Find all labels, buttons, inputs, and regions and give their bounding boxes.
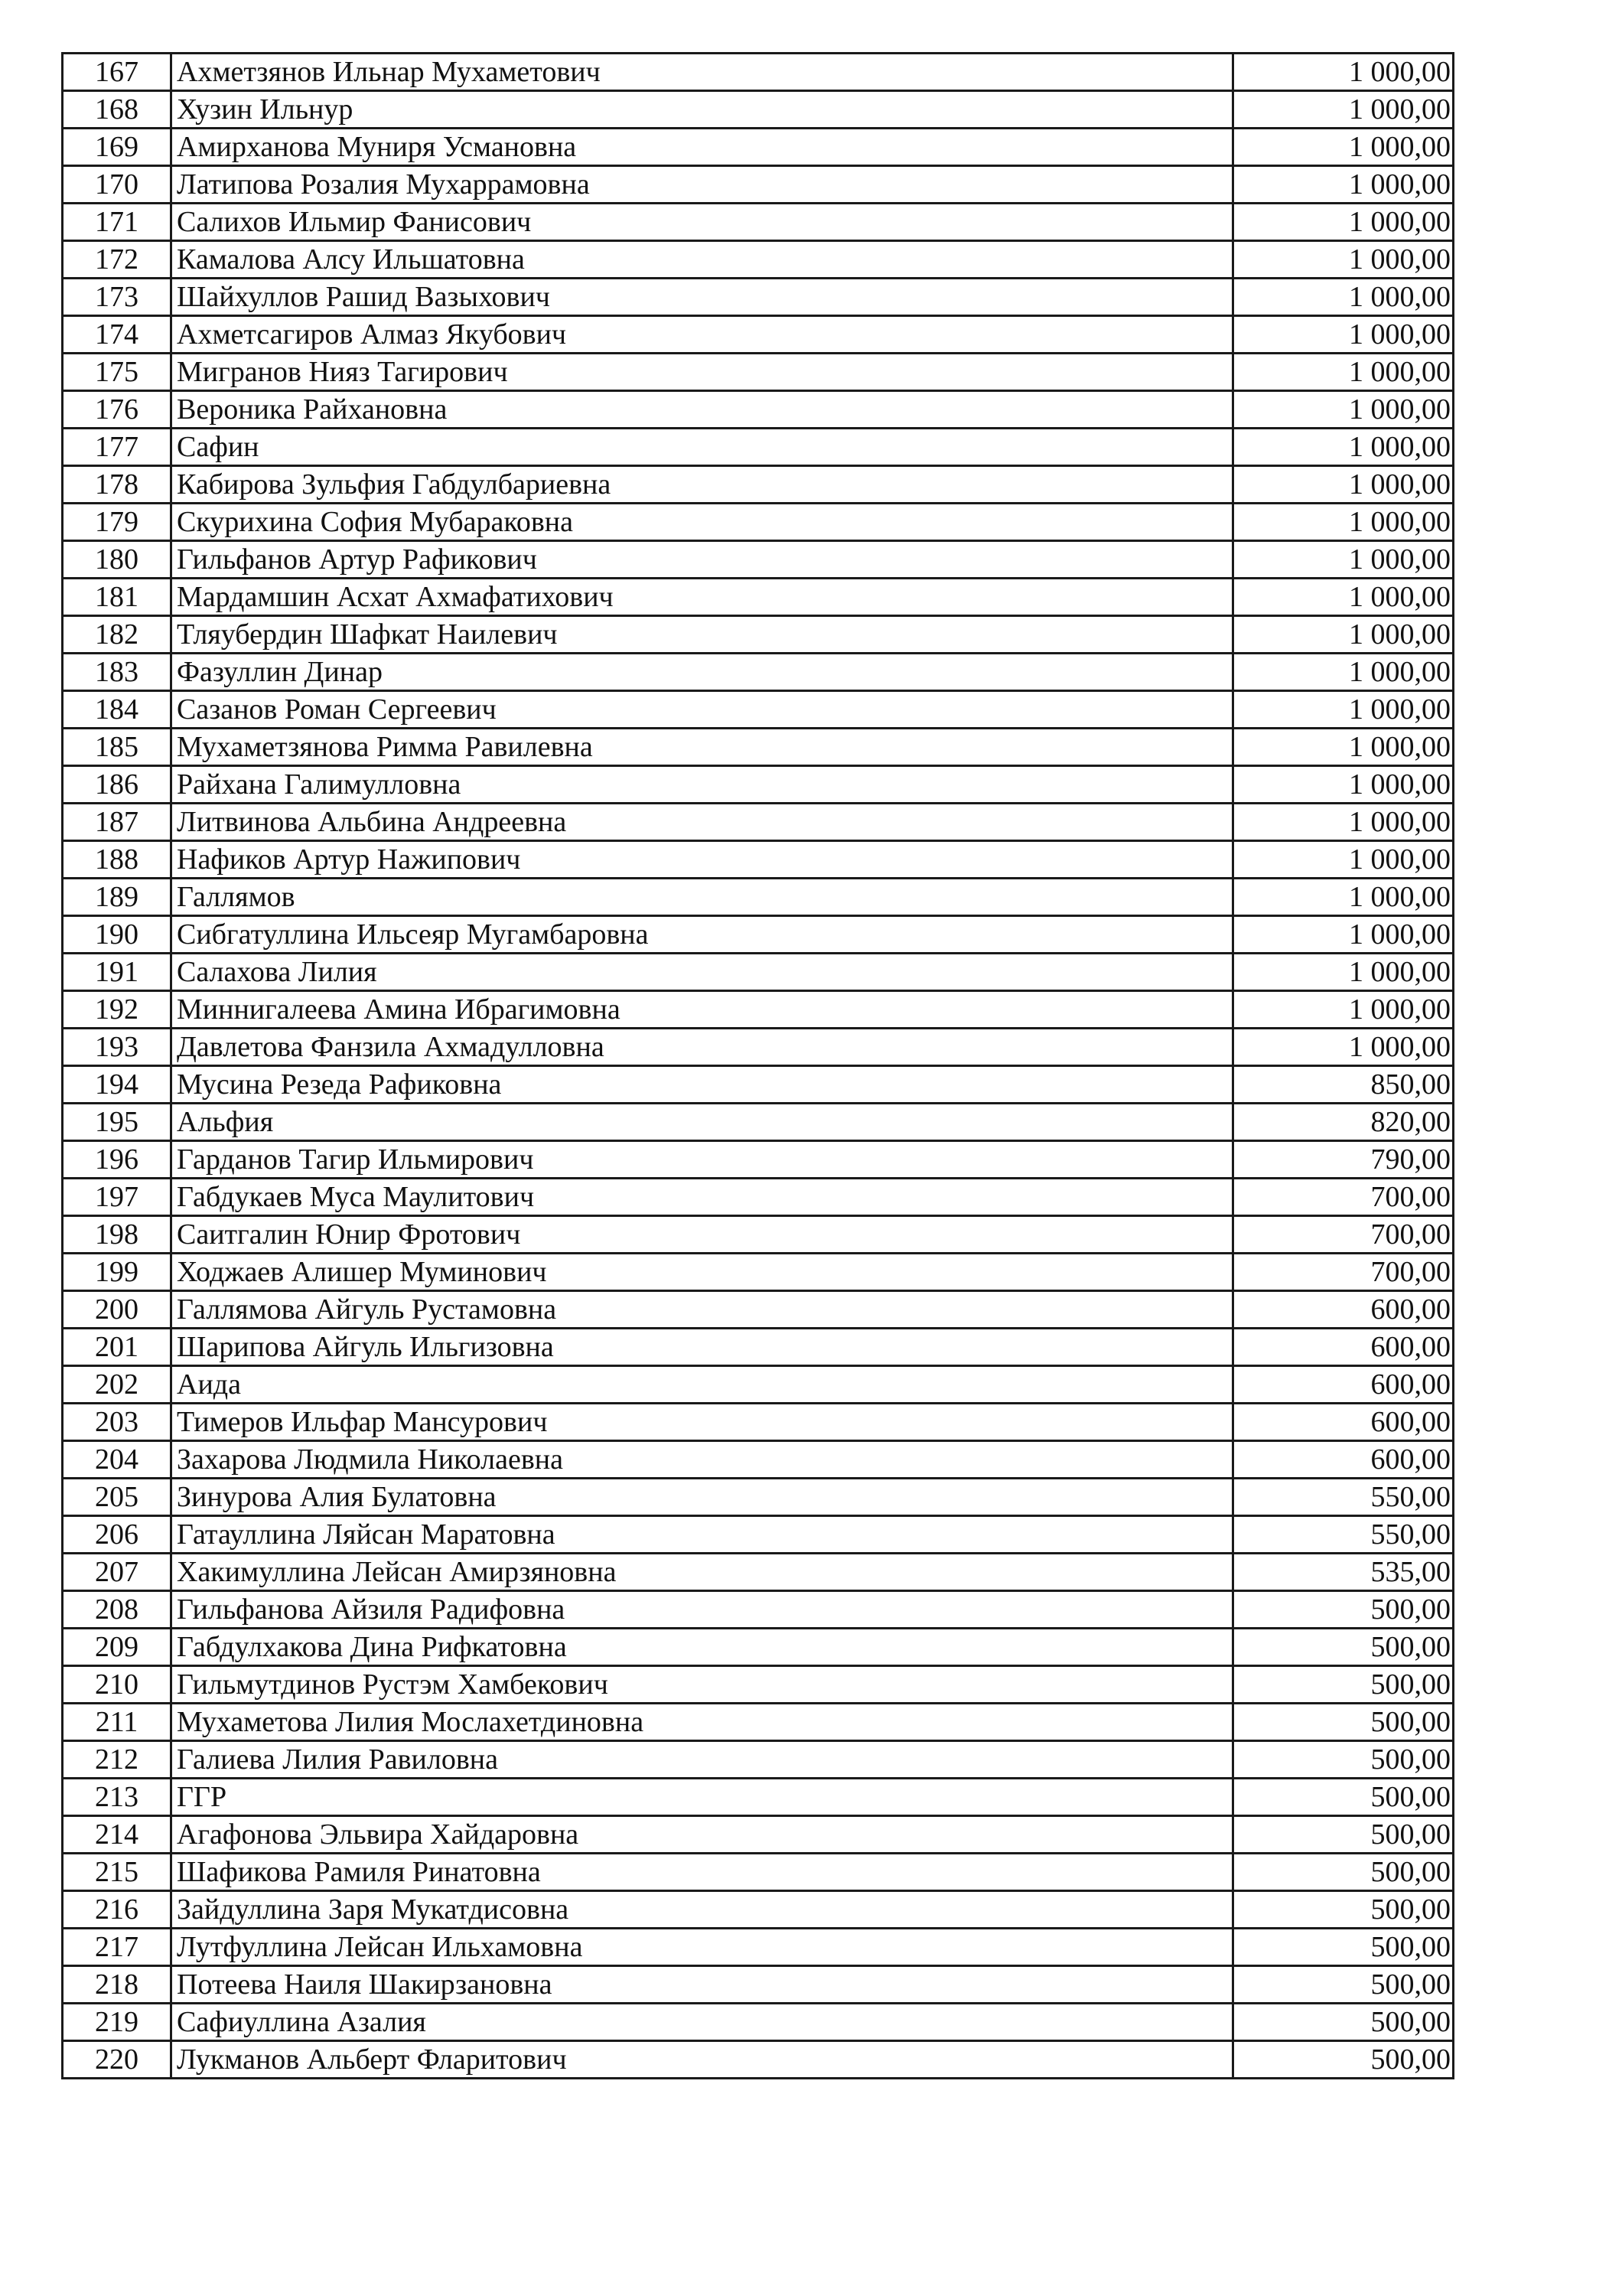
donation-amount: 1 000,00 bbox=[1233, 504, 1454, 541]
row-number: 211 bbox=[63, 1704, 171, 1741]
donation-amount: 500,00 bbox=[1233, 1891, 1454, 1929]
row-number: 219 bbox=[63, 2004, 171, 2041]
donation-amount: 500,00 bbox=[1233, 1591, 1454, 1629]
donation-amount: 500,00 bbox=[1233, 2004, 1454, 2041]
row-number: 205 bbox=[63, 1479, 171, 1516]
row-number: 185 bbox=[63, 729, 171, 766]
donor-name: Гильфанова Айзиля Радифовна bbox=[171, 1591, 1233, 1629]
table-row bbox=[63, 766, 1454, 804]
row-number: 191 bbox=[63, 954, 171, 991]
donation-amount: 500,00 bbox=[1233, 1741, 1454, 1779]
donor-name: Шафикова Рамиля Ринатовна bbox=[171, 1854, 1233, 1891]
table-row bbox=[63, 354, 1454, 391]
donation-amount: 535,00 bbox=[1233, 1554, 1454, 1591]
row-number: 214 bbox=[63, 1816, 171, 1854]
table-row bbox=[63, 279, 1454, 316]
donor-name: Салихов Ильмир Фанисович bbox=[171, 204, 1233, 241]
donor-name: Мусина Резеда Рафиковна bbox=[171, 1066, 1233, 1104]
row-number: 187 bbox=[63, 804, 171, 841]
table-row bbox=[63, 504, 1454, 541]
row-number: 202 bbox=[63, 1366, 171, 1404]
table-row bbox=[63, 1066, 1454, 1104]
donation-amount: 1 000,00 bbox=[1233, 616, 1454, 654]
donation-amount: 500,00 bbox=[1233, 1966, 1454, 2004]
donation-amount: 500,00 bbox=[1233, 1704, 1454, 1741]
row-number: 173 bbox=[63, 279, 171, 316]
table-row bbox=[63, 804, 1454, 841]
donation-amount: 500,00 bbox=[1233, 1779, 1454, 1816]
donation-amount: 850,00 bbox=[1233, 1066, 1454, 1104]
donation-amount: 1 000,00 bbox=[1233, 54, 1454, 91]
table-row bbox=[63, 2004, 1454, 2041]
row-number: 215 bbox=[63, 1854, 171, 1891]
row-number: 186 bbox=[63, 766, 171, 804]
table-row bbox=[63, 654, 1454, 691]
donor-name: Шарипова Айгуль Ильгизовна bbox=[171, 1329, 1233, 1366]
table-row bbox=[63, 579, 1454, 616]
donation-amount: 1 000,00 bbox=[1233, 166, 1454, 204]
donor-name: Хакимуллина Лейсан Амирзяновна bbox=[171, 1554, 1233, 1591]
row-number: 169 bbox=[63, 129, 171, 166]
donor-name: Шайхуллов Рашид Вазыхович bbox=[171, 279, 1233, 316]
donor-name: Габдукаев Муса Маулитович bbox=[171, 1179, 1233, 1216]
donor-name: Фазуллин Динар bbox=[171, 654, 1233, 691]
row-number: 206 bbox=[63, 1516, 171, 1554]
donation-amount: 1 000,00 bbox=[1233, 916, 1454, 954]
donor-name: Салахова Лилия bbox=[171, 954, 1233, 991]
table-row bbox=[63, 1479, 1454, 1516]
table-row bbox=[63, 1029, 1454, 1066]
row-number: 196 bbox=[63, 1141, 171, 1179]
donation-amount: 600,00 bbox=[1233, 1291, 1454, 1329]
table-row bbox=[63, 204, 1454, 241]
donation-amount: 1 000,00 bbox=[1233, 879, 1454, 916]
table-row bbox=[63, 391, 1454, 429]
donation-amount: 500,00 bbox=[1233, 1666, 1454, 1704]
donation-amount: 500,00 bbox=[1233, 1854, 1454, 1891]
table-row bbox=[63, 1816, 1454, 1854]
donor-name: Зинурова Алия Булатовна bbox=[171, 1479, 1233, 1516]
row-number: 190 bbox=[63, 916, 171, 954]
table-row bbox=[63, 1141, 1454, 1179]
row-number: 204 bbox=[63, 1441, 171, 1479]
donor-name: Райхана Галимулловна bbox=[171, 766, 1233, 804]
row-number: 175 bbox=[63, 354, 171, 391]
donation-amount: 1 000,00 bbox=[1233, 129, 1454, 166]
row-number: 171 bbox=[63, 204, 171, 241]
table-row bbox=[63, 2041, 1454, 2079]
table-row bbox=[63, 916, 1454, 954]
row-number: 218 bbox=[63, 1966, 171, 2004]
donations-table bbox=[61, 52, 1454, 2079]
row-number: 178 bbox=[63, 466, 171, 504]
row-number: 197 bbox=[63, 1179, 171, 1216]
donation-amount: 500,00 bbox=[1233, 1629, 1454, 1666]
table-row bbox=[63, 1929, 1454, 1966]
table-row bbox=[63, 316, 1454, 354]
donor-name: Вероника Райхановна bbox=[171, 391, 1233, 429]
table-row bbox=[63, 1216, 1454, 1254]
donor-name: Галлямов bbox=[171, 879, 1233, 916]
donor-name: Сафиуллина Азалия bbox=[171, 2004, 1233, 2041]
donation-amount: 600,00 bbox=[1233, 1404, 1454, 1441]
donor-name: Альфия bbox=[171, 1104, 1233, 1141]
donation-amount: 1 000,00 bbox=[1233, 766, 1454, 804]
row-number: 177 bbox=[63, 429, 171, 466]
table-row bbox=[63, 241, 1454, 279]
donor-name: Мигранов Нияз Тагирович bbox=[171, 354, 1233, 391]
donation-amount: 1 000,00 bbox=[1233, 691, 1454, 729]
donation-amount: 1 000,00 bbox=[1233, 541, 1454, 579]
row-number: 210 bbox=[63, 1666, 171, 1704]
donor-name: Зайдуллина Заря Мукатдисовна bbox=[171, 1891, 1233, 1929]
donation-amount: 550,00 bbox=[1233, 1479, 1454, 1516]
donor-name: Латипова Розалия Мухаррамовна bbox=[171, 166, 1233, 204]
table-row bbox=[63, 954, 1454, 991]
donor-name: Лукманов Альберт Фларитович bbox=[171, 2041, 1233, 2079]
table-row bbox=[63, 1966, 1454, 2004]
row-number: 188 bbox=[63, 841, 171, 879]
document-page bbox=[61, 52, 1452, 2079]
donor-name: Ахметсагиров Алмаз Якубович bbox=[171, 316, 1233, 354]
row-number: 194 bbox=[63, 1066, 171, 1104]
table-row bbox=[63, 1704, 1454, 1741]
row-number: 168 bbox=[63, 91, 171, 129]
table-row bbox=[63, 879, 1454, 916]
row-number: 176 bbox=[63, 391, 171, 429]
donation-amount: 820,00 bbox=[1233, 1104, 1454, 1141]
donation-amount: 1 000,00 bbox=[1233, 354, 1454, 391]
table-row bbox=[63, 1629, 1454, 1666]
donor-name: Гильмутдинов Рустэм Хамбекович bbox=[171, 1666, 1233, 1704]
donor-name: Гильфанов Артур Рафикович bbox=[171, 541, 1233, 579]
row-number: 184 bbox=[63, 691, 171, 729]
table-row bbox=[63, 1554, 1454, 1591]
donor-name: Нафиков Артур Нажипович bbox=[171, 841, 1233, 879]
row-number: 209 bbox=[63, 1629, 171, 1666]
row-number: 189 bbox=[63, 879, 171, 916]
table-row bbox=[63, 429, 1454, 466]
donation-amount: 500,00 bbox=[1233, 1816, 1454, 1854]
row-number: 207 bbox=[63, 1554, 171, 1591]
donation-amount: 500,00 bbox=[1233, 1929, 1454, 1966]
table-row bbox=[63, 166, 1454, 204]
donor-name: Кабирова Зульфия Габдулбариевна bbox=[171, 466, 1233, 504]
donor-name: Мухаметзянова Римма Равилевна bbox=[171, 729, 1233, 766]
row-number: 201 bbox=[63, 1329, 171, 1366]
donation-amount: 500,00 bbox=[1233, 2041, 1454, 2079]
row-number: 192 bbox=[63, 991, 171, 1029]
donor-name: Мардамшин Асхат Ахмафатихович bbox=[171, 579, 1233, 616]
donation-amount: 1 000,00 bbox=[1233, 279, 1454, 316]
donor-name: Сазанов Роман Сергеевич bbox=[171, 691, 1233, 729]
donation-amount: 1 000,00 bbox=[1233, 804, 1454, 841]
donor-name: Ахметзянов Ильнар Мухаметович bbox=[171, 54, 1233, 91]
donation-amount: 1 000,00 bbox=[1233, 204, 1454, 241]
table-row bbox=[63, 1366, 1454, 1404]
donation-amount: 1 000,00 bbox=[1233, 391, 1454, 429]
row-number: 181 bbox=[63, 579, 171, 616]
donation-amount: 700,00 bbox=[1233, 1216, 1454, 1254]
donation-amount: 1 000,00 bbox=[1233, 241, 1454, 279]
row-number: 172 bbox=[63, 241, 171, 279]
donation-amount: 550,00 bbox=[1233, 1516, 1454, 1554]
donor-name: Захарова Людмила Николаевна bbox=[171, 1441, 1233, 1479]
donor-name: Ходжаев Алишер Муминович bbox=[171, 1254, 1233, 1291]
donor-name: Давлетова Фанзила Ахмадулловна bbox=[171, 1029, 1233, 1066]
row-number: 180 bbox=[63, 541, 171, 579]
table-row bbox=[63, 1891, 1454, 1929]
donation-amount: 1 000,00 bbox=[1233, 954, 1454, 991]
row-number: 183 bbox=[63, 654, 171, 691]
donation-amount: 790,00 bbox=[1233, 1141, 1454, 1179]
row-number: 174 bbox=[63, 316, 171, 354]
table-row bbox=[63, 91, 1454, 129]
row-number: 200 bbox=[63, 1291, 171, 1329]
row-number: 167 bbox=[63, 54, 171, 91]
donation-amount: 1 000,00 bbox=[1233, 654, 1454, 691]
row-number: 179 bbox=[63, 504, 171, 541]
row-number: 212 bbox=[63, 1741, 171, 1779]
donor-name: Гатауллина Ляйсан Маратовна bbox=[171, 1516, 1233, 1554]
donation-amount: 1 000,00 bbox=[1233, 841, 1454, 879]
donation-amount: 1 000,00 bbox=[1233, 991, 1454, 1029]
donation-amount: 700,00 bbox=[1233, 1179, 1454, 1216]
table-row bbox=[63, 129, 1454, 166]
donor-name: Потеева Наиля Шакирзановна bbox=[171, 1966, 1233, 2004]
donor-name: ГГР bbox=[171, 1779, 1233, 1816]
row-number: 195 bbox=[63, 1104, 171, 1141]
table-row bbox=[63, 1854, 1454, 1891]
donor-name: Мухаметова Лилия Мослахетдиновна bbox=[171, 1704, 1233, 1741]
table-row bbox=[63, 1779, 1454, 1816]
donor-name: Галиева Лилия Равиловна bbox=[171, 1741, 1233, 1779]
table-row bbox=[63, 54, 1454, 91]
row-number: 198 bbox=[63, 1216, 171, 1254]
table-row bbox=[63, 1441, 1454, 1479]
donor-name: Сибгатуллина Ильсеяр Мугамбаровна bbox=[171, 916, 1233, 954]
table-row bbox=[63, 1329, 1454, 1366]
row-number: 208 bbox=[63, 1591, 171, 1629]
table-body bbox=[63, 54, 1454, 2079]
donor-name: Тляубердин Шафкат Наилевич bbox=[171, 616, 1233, 654]
donation-amount: 1 000,00 bbox=[1233, 466, 1454, 504]
donor-name: Галлямова Айгуль Рустамовна bbox=[171, 1291, 1233, 1329]
donor-name: Саитгалин Юнир Фротович bbox=[171, 1216, 1233, 1254]
donor-name: Хузин Ильнур bbox=[171, 91, 1233, 129]
donor-name: Камалова Алсу Ильшатовна bbox=[171, 241, 1233, 279]
donor-name: Гарданов Тагир Ильмирович bbox=[171, 1141, 1233, 1179]
table-row bbox=[63, 991, 1454, 1029]
donation-amount: 1 000,00 bbox=[1233, 579, 1454, 616]
table-row bbox=[63, 466, 1454, 504]
donor-name: Аида bbox=[171, 1366, 1233, 1404]
donation-amount: 600,00 bbox=[1233, 1329, 1454, 1366]
table-row bbox=[63, 1516, 1454, 1554]
donor-name: Сафин bbox=[171, 429, 1233, 466]
row-number: 203 bbox=[63, 1404, 171, 1441]
row-number: 216 bbox=[63, 1891, 171, 1929]
donor-name: Лутфуллина Лейсан Ильхамовна bbox=[171, 1929, 1233, 1966]
donor-name: Амирханова Муниря Усмановна bbox=[171, 129, 1233, 166]
row-number: 199 bbox=[63, 1254, 171, 1291]
donor-name: Агафонова Эльвира Хайдаровна bbox=[171, 1816, 1233, 1854]
donor-name: Литвинова Альбина Андреевна bbox=[171, 804, 1233, 841]
donor-name: Миннигалеева Амина Ибрагимовна bbox=[171, 991, 1233, 1029]
table-row bbox=[63, 1666, 1454, 1704]
table-row bbox=[63, 616, 1454, 654]
donor-name: Габдулхакова Дина Рифкатовна bbox=[171, 1629, 1233, 1666]
table-row bbox=[63, 1741, 1454, 1779]
table-row bbox=[63, 1104, 1454, 1141]
row-number: 182 bbox=[63, 616, 171, 654]
row-number: 217 bbox=[63, 1929, 171, 1966]
donation-amount: 1 000,00 bbox=[1233, 316, 1454, 354]
donor-name: Тимеров Ильфар Мансурович bbox=[171, 1404, 1233, 1441]
donation-amount: 1 000,00 bbox=[1233, 91, 1454, 129]
donation-amount: 600,00 bbox=[1233, 1366, 1454, 1404]
donation-amount: 1 000,00 bbox=[1233, 429, 1454, 466]
row-number: 213 bbox=[63, 1779, 171, 1816]
table-row bbox=[63, 1404, 1454, 1441]
row-number: 170 bbox=[63, 166, 171, 204]
table-row bbox=[63, 1591, 1454, 1629]
donation-amount: 1 000,00 bbox=[1233, 729, 1454, 766]
table-row bbox=[63, 1291, 1454, 1329]
row-number: 220 bbox=[63, 2041, 171, 2079]
table-row bbox=[63, 841, 1454, 879]
donation-amount: 1 000,00 bbox=[1233, 1029, 1454, 1066]
table-row bbox=[63, 1254, 1454, 1291]
donor-name: Скурихина София Мубараковна bbox=[171, 504, 1233, 541]
row-number: 193 bbox=[63, 1029, 171, 1066]
donation-amount: 600,00 bbox=[1233, 1441, 1454, 1479]
table-row bbox=[63, 1179, 1454, 1216]
table-row bbox=[63, 691, 1454, 729]
donation-amount: 700,00 bbox=[1233, 1254, 1454, 1291]
table-row bbox=[63, 729, 1454, 766]
table-row bbox=[63, 541, 1454, 579]
